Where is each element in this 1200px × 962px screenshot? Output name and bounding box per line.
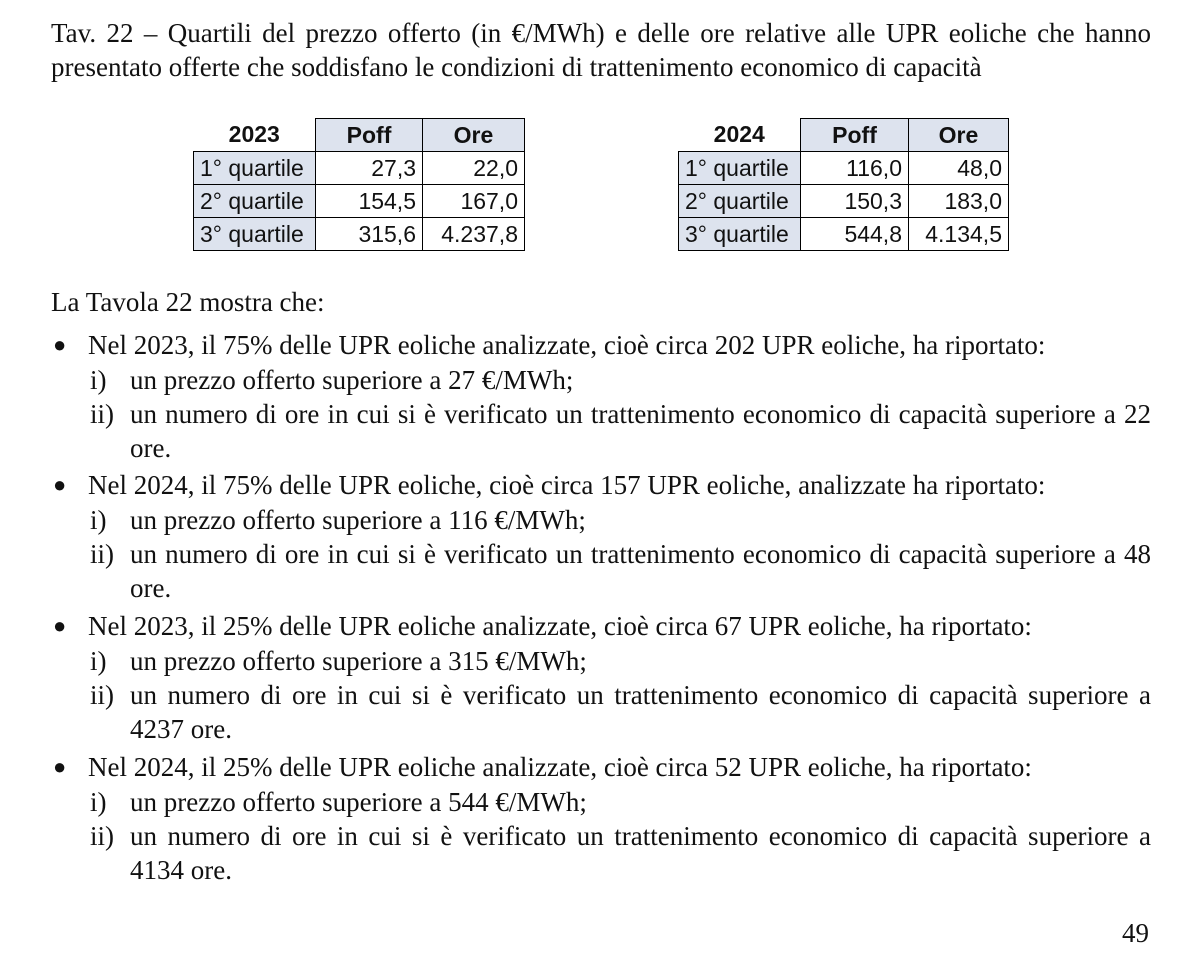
roman-numeral: i) bbox=[90, 365, 107, 395]
cell-poff: 315,6 bbox=[316, 218, 423, 251]
sub-item-text: un numero di ore in cui si è verificato un trattenimento economico di capacità superiore a 22 ore. bbox=[130, 399, 1151, 463]
roman-numeral: ii) bbox=[90, 821, 114, 851]
row-label: 3° quartile bbox=[194, 218, 316, 251]
roman-numeral: i) bbox=[90, 646, 107, 676]
quartile-table-2023 bbox=[193, 118, 525, 251]
table-row bbox=[194, 218, 525, 251]
cell-poff: 154,5 bbox=[316, 185, 423, 218]
bullet-text: Nel 2023, il 25% delle UPR eoliche analizzate, cioè circa 67 UPR eoliche, ha riportato: bbox=[88, 611, 1032, 641]
sub-item-text: un numero di ore in cui si è verificato un trattenimento economico di capacità superiore a 48 ore. bbox=[130, 539, 1151, 603]
cell-ore: 4.134,5 bbox=[909, 218, 1009, 251]
column-header-poff: Poff bbox=[801, 119, 909, 152]
sub-item-text: un numero di ore in cui si è verificato un trattenimento economico di capacità superiore a 4237 ore. bbox=[130, 680, 1151, 744]
table-row bbox=[194, 185, 525, 218]
row-label: 2° quartile bbox=[194, 185, 316, 218]
table-caption: Tav. 22 – Quartili del prezzo offerto (in €/MWh) e delle ore relative alle UPR eoliche che hanno presentato offerte che soddisfano le condizioni di trattenimento economico di capacità bbox=[51, 18, 1151, 82]
table-row bbox=[679, 185, 1009, 218]
roman-numeral: i) bbox=[90, 505, 107, 535]
bullet-text: Nel 2023, il 75% delle UPR eoliche analizzate, cioè circa 202 UPR eoliche, ha riportato: bbox=[88, 330, 1046, 360]
bullet-icon: ● bbox=[53, 332, 67, 357]
cell-poff: 544,8 bbox=[801, 218, 909, 251]
sub-item-text: un prezzo offerto superiore a 116 €/MWh; bbox=[130, 505, 586, 535]
cell-ore: 48,0 bbox=[909, 152, 1009, 185]
sub-item-text: un prezzo offerto superiore a 315 €/MWh; bbox=[130, 646, 587, 676]
table-row bbox=[679, 152, 1009, 185]
bullet-icon: ● bbox=[53, 754, 67, 779]
table-row bbox=[679, 218, 1009, 251]
sub-item-text: un prezzo offerto superiore a 544 €/MWh; bbox=[130, 787, 587, 817]
row-label: 2° quartile bbox=[679, 185, 801, 218]
cell-poff: 150,3 bbox=[801, 185, 909, 218]
cell-poff: 27,3 bbox=[316, 152, 423, 185]
roman-numeral: i) bbox=[90, 787, 107, 817]
bullet-icon: ● bbox=[53, 472, 67, 497]
bullet-icon: ● bbox=[53, 613, 67, 638]
row-label: 3° quartile bbox=[679, 218, 801, 251]
table-header-row bbox=[194, 119, 525, 152]
table-year-header: 2024 bbox=[679, 119, 801, 152]
column-header-ore: Ore bbox=[909, 119, 1009, 152]
column-header-poff: Poff bbox=[316, 119, 423, 152]
quartile-table-2024 bbox=[678, 118, 1009, 251]
cell-poff: 116,0 bbox=[801, 152, 909, 185]
cell-ore: 167,0 bbox=[423, 185, 525, 218]
intro-paragraph: La Tavola 22 mostra che: bbox=[51, 287, 325, 317]
roman-numeral: ii) bbox=[90, 399, 114, 429]
table-row bbox=[194, 152, 525, 185]
cell-ore: 22,0 bbox=[423, 152, 525, 185]
column-header-ore: Ore bbox=[423, 119, 525, 152]
page-number: 49 bbox=[1122, 918, 1149, 948]
table-year-header: 2023 bbox=[194, 119, 316, 152]
table-header-row bbox=[679, 119, 1009, 152]
bullet-text: Nel 2024, il 25% delle UPR eoliche analizzate, cioè circa 52 UPR eoliche, ha riportato: bbox=[88, 752, 1032, 782]
sub-item-text: un numero di ore in cui si è verificato un trattenimento economico di capacità superiore a 4134 ore. bbox=[130, 821, 1151, 885]
sub-item-text: un prezzo offerto superiore a 27 €/MWh; bbox=[130, 365, 574, 395]
cell-ore: 183,0 bbox=[909, 185, 1009, 218]
row-label: 1° quartile bbox=[679, 152, 801, 185]
roman-numeral: ii) bbox=[90, 539, 114, 569]
roman-numeral: ii) bbox=[90, 680, 114, 710]
row-label: 1° quartile bbox=[194, 152, 316, 185]
cell-ore: 4.237,8 bbox=[423, 218, 525, 251]
bullet-text: Nel 2024, il 75% delle UPR eoliche, cioè circa 157 UPR eoliche, analizzate ha riportato: bbox=[88, 470, 1046, 500]
